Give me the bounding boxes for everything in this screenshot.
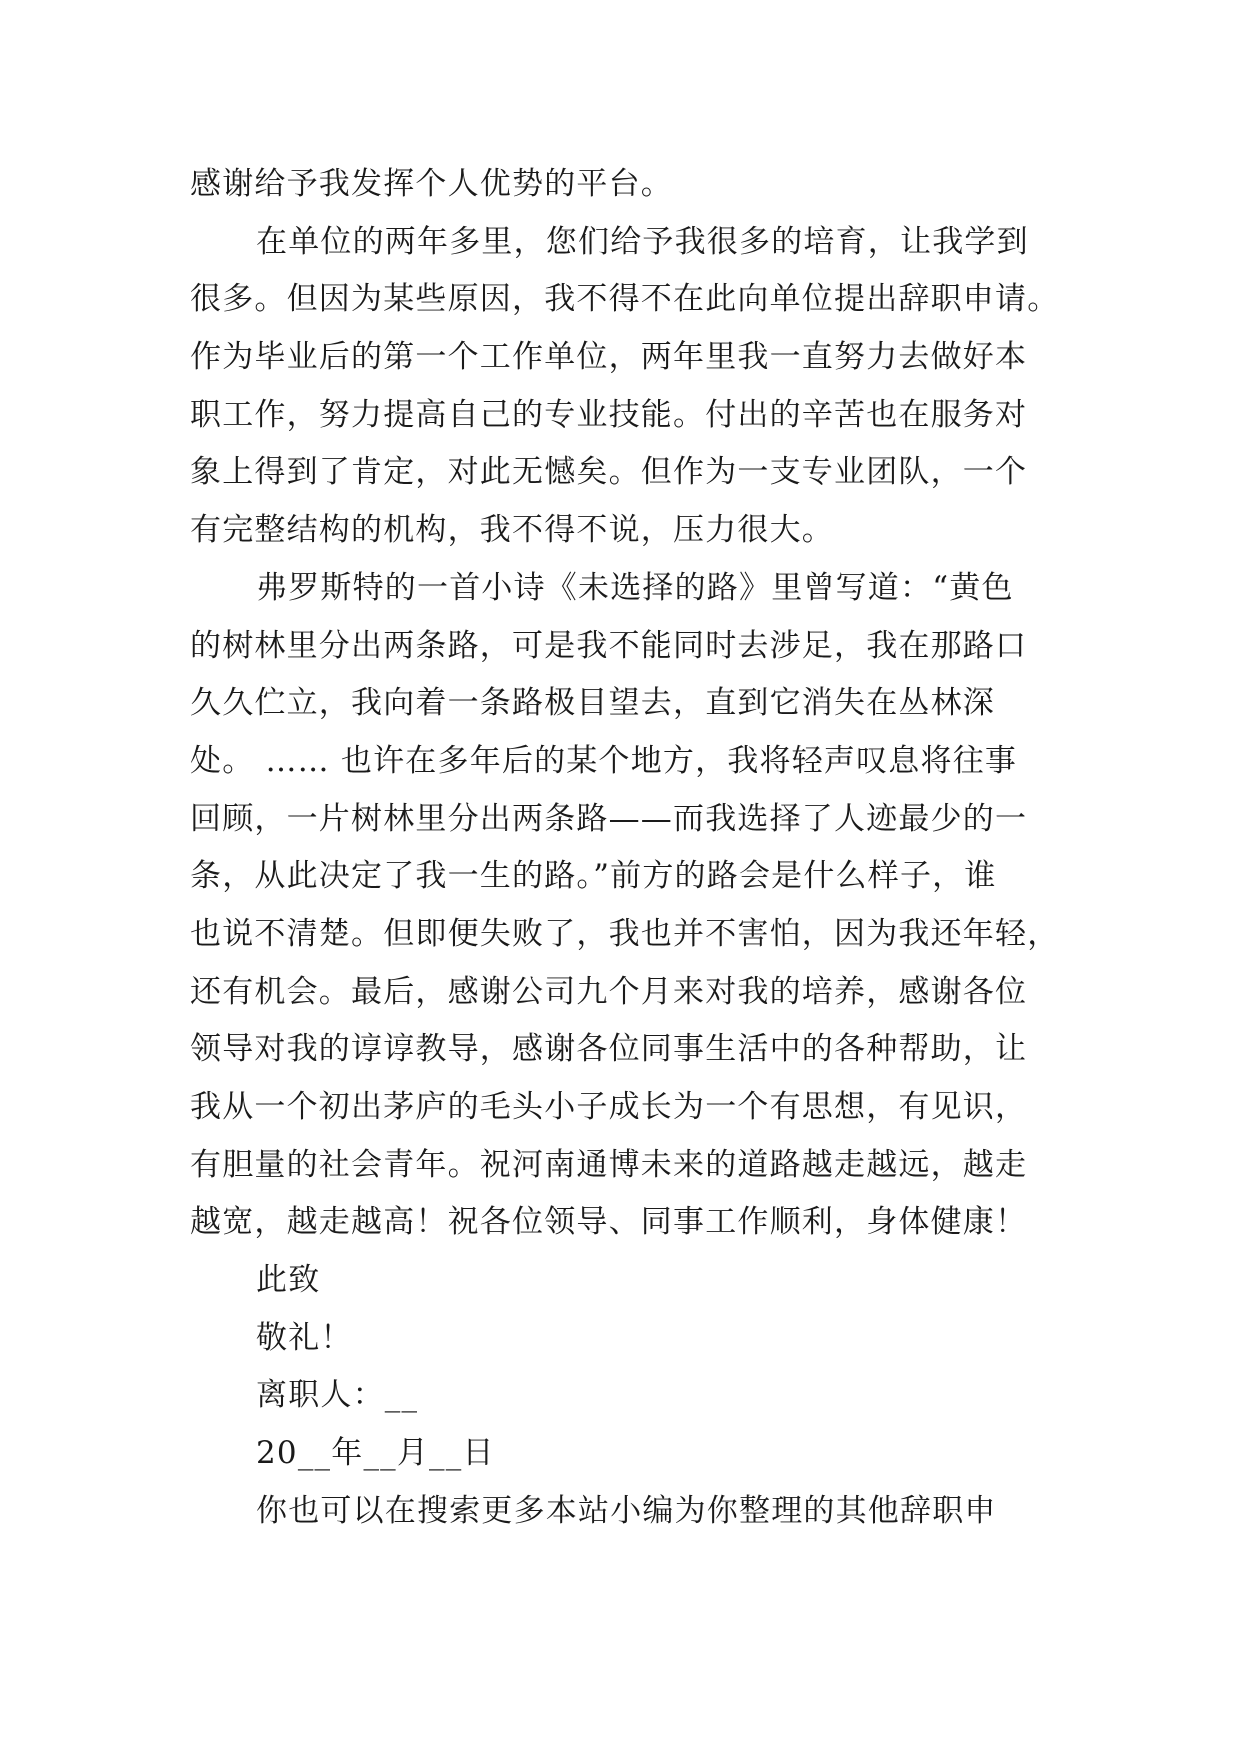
text-line: 作为毕业后的第一个工作单位，两年里我一直努力去做好本 xyxy=(190,339,1028,376)
text-line: 久久伫立，我向着一条路极目望去，直到它消失在丛林深 xyxy=(190,685,995,722)
date-line: 20__年__月__日 xyxy=(256,1435,495,1472)
text-line: 职工作，努力提高自己的专业技能。付出的辛苦也在服务对 xyxy=(190,396,1028,433)
text-line: 还有机会。最后，感谢公司九个月来对我的培养，感谢各位 xyxy=(190,973,1028,1010)
letter-body xyxy=(190,156,1070,1541)
closing-regards: 敬礼！ xyxy=(256,1319,353,1356)
text-line: 越宽，越走越高！祝各位领导、同事工作顺利，身体健康！ xyxy=(190,1204,1028,1241)
text-line: 的树林里分出两条路，可是我不能同时去涉足，我在那路口 xyxy=(190,627,1028,664)
paragraph-start-line: 你也可以在搜索更多本站小编为你整理的其他辞职申 xyxy=(256,1492,997,1529)
text-line: 象上得到了肯定，对此无憾矣。但作为一支专业团队，一个 xyxy=(190,454,1028,491)
text-line: 有胆量的社会青年。祝河南通博未来的道路越走越远，越走 xyxy=(190,1146,1028,1183)
text-line: 回顾，一片树林里分出两条路——而我选择了人迹最少的一 xyxy=(190,800,1028,837)
text-line: 处。 …… 也许在多年后的某个地方，我将轻声叹息将往事 xyxy=(190,742,1018,779)
paragraph-start-line: 弗罗斯特的一首小诗《未选择的路》里曾写道：“黄色 xyxy=(256,569,1014,606)
signature-line: 离职人：__ xyxy=(256,1377,419,1414)
text-line: 条，从此决定了我一生的路。”前方的路会是什么样子，谁 xyxy=(190,858,997,895)
text-line: 感谢给予我发挥个人优势的平台。 xyxy=(190,166,673,202)
text-line: 很多。但因为某些原因，我不得不在此向单位提出辞职申请。 xyxy=(190,281,1060,318)
paragraph-start-line: 在单位的两年多里，您们给予我很多的培育，让我学到 xyxy=(256,223,1029,260)
text-line: 我从一个初出茅庐的毛头小子成长为一个有思想，有见识， xyxy=(190,1089,1028,1125)
closing-salutation: 此致 xyxy=(256,1262,321,1299)
text-line: 也说不清楚。但即便失败了，我也并不害怕，因为我还年轻， xyxy=(190,915,1060,952)
text-line: 领导对我的谆谆教导，感谢各位同事生活中的各种帮助，让 xyxy=(190,1031,1028,1068)
text-line: 有完整结构的机构，我不得不说，压力很大。 xyxy=(190,512,834,549)
